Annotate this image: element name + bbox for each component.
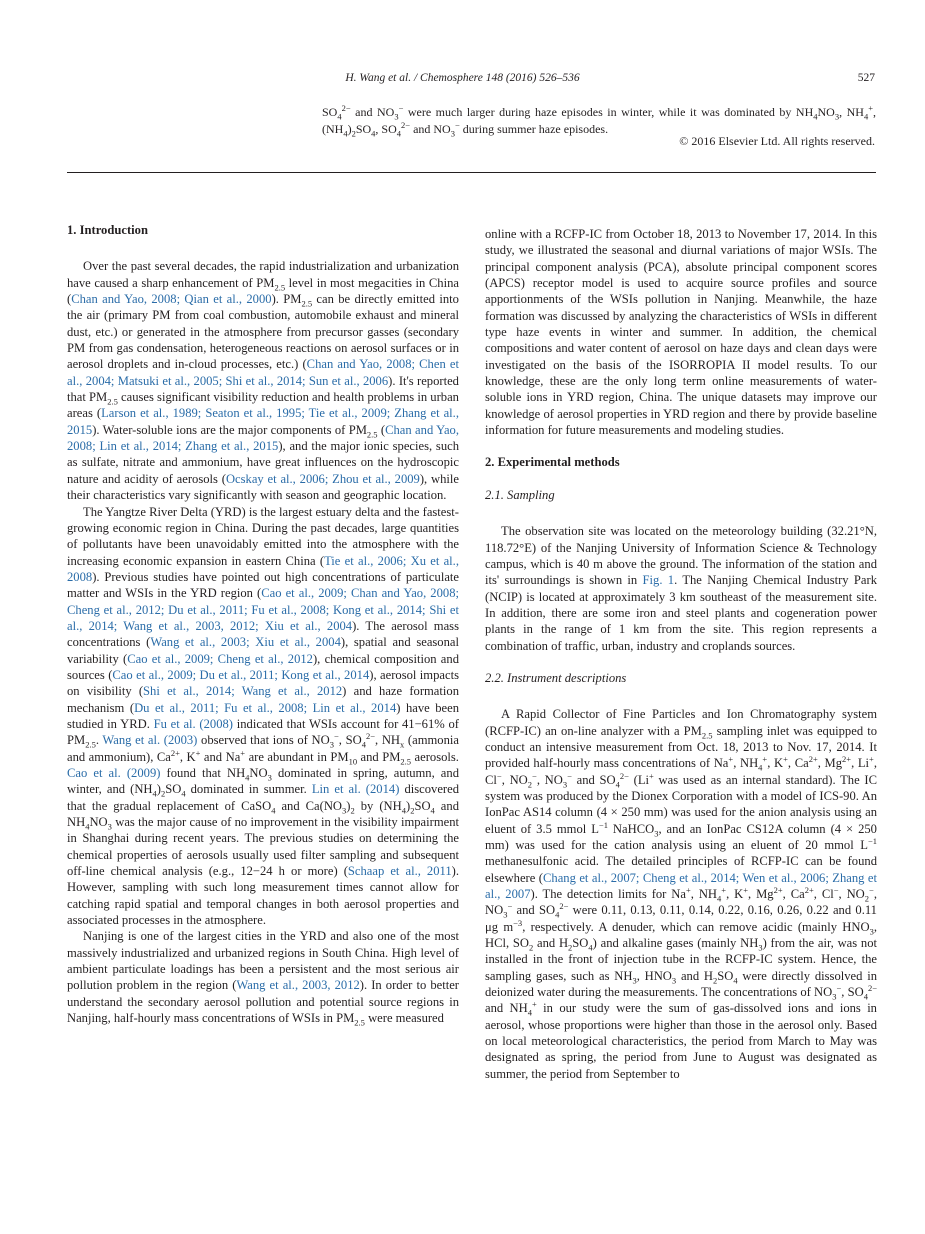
- citation-link[interactable]: Cao et al., 2009; Cheng et al., 2012: [127, 651, 313, 666]
- methods-heading: 2. Experimental methods: [485, 455, 620, 470]
- citation-link[interactable]: Tie et al., 2006; Xu et al., 2008: [67, 553, 459, 584]
- citation-link[interactable]: Larson et al., 1989; Seaton et al., 1995; Tie et al., 2009; Zhang et al., 2015: [67, 406, 459, 437]
- divider: [67, 172, 876, 173]
- citation-link[interactable]: Fu et al. (2008): [153, 716, 233, 731]
- instrument-paragraph: A Rapid Collector of Fine Particles and Ion Chromatography system (RCFP-IC) an on-line analyzer with a $PM_{2.5}$ sampling inlet was equipped to conduct an intensive measurement from Oct. 18, 2013 to Nov. 17, 2014. It provided half-hourly mass concentrations of Na+, $NH_4^+$, K+, $Ca^{2+}$, $Mg^{2+}$, Li+, Cl−, $NO_2^-$, $NO_3^-$ and $SO_4^{2-}$ (Li+ was used as an internal standard). The IC system was produced by the Dionex Corporation with a model of ICS-90. An IonPac AS14 column (4 × 250 mm) was used for the anion analysis using an eluent of 3.5 mmol $L^{-1}$ NaHCO$_3$, and an IonPac CS12A column (4 × 250 mm) was used for the cation analysis using an eluent of 20 mmol $L^{-1}$ methanesulfonic acid. The detailed principles of RCFP-IC can be found elsewhere (Chang et al., 2007; Cheng et al., 2014; Wen et al., 2006; Zhang et al., 2007). The detection limits for Na+, $NH_4^+$, K+, $Mg^{2+}$, $Ca^{2+}$, Cl−, $NO_2^-$, $NO_3^-$ and $SO_4^{2-}$ were 0.11, 0.13, 0.11, 0.14, 0.22, 0.16, 0.26, 0.22 and 0.11 μg $m^{-3}$, respectively. A denuder, which can remove acidic (mainly $HNO_3$, HCl, $SO_2$ and $H_2SO_4$) and alkaline gases (mainly $NH_3$) from the air, was not installed in the front of injection tube in the RCFP-IC system. Hence, the sampling gases, such as $NH_3$, $HNO_3$ and $H_2SO_4$ were directly dissolved in deionized water during the measurements. The concentrations of $NO_3^-$, $SO_4^{2-}$ and $NH_4^+$ in our study were the sum of gas-dissolved ions and ions in aerosol, whose proportions were higher than those in the aerosol only. Based on local meteorological characteristics, the period from March to May was designated as spring, the period from June to August was designated as summer, the period from September to: [485, 707, 877, 1081]
- intro-paragraph-3: Nanjing is one of the largest cities in the YRD and also one of the most massively industrialized and urbanized regions in South China. High level of ambient particulate loadings has been a persistent and the most serious air pollution problem in the region (Wang et al., 2003, 2012). In order to better understand the secondary aerosol pollution and potential source regions in Nanjing, half-hourly mass concentrations of WSIs in $PM_{2.5}$ were measured: [67, 929, 459, 1028]
- citation-link[interactable]: Cao et al., 2009; Du et al., 2011; Kong et al., 2014: [112, 667, 370, 682]
- citation-link[interactable]: Wang et al., 2003, 2012: [236, 978, 360, 993]
- right-column: [485, 226, 877, 1082]
- intro-paragraph-1: Over the past several decades, the rapid industrialization and urbanization have caused a sharp enhancement of $PM_{2.5}$ level in most megacities in China (Chan and Yao, 2008; Qian et al., 2000). $PM_{2.5}$ can be directly emitted into the air (primary PM from coal combustion, automobile exhaust and mineral dust, etc.) or generated in the atmosphere from precursor gasses (secondary PM from gas condensation, heterogeneous reactions on aerosol surfaces or in aerosol droplets and in-cloud processes, etc.) (Chan and Yao, 2008; Chen et al., 2004; Matsuki et al., 2005; Shi et al., 2014; Sun et al., 2006). It's reported that $PM_{2.5}$ causes significant visibility reduction and health problems in urban areas (Larson et al., 1989; Seaton et al., 1995; Tie et al., 2009; Zhang et al., 2015). Water-soluble ions are the major components of $PM_{2.5}$ (Chan and Yao, 2008; Lin et al., 2014; Zhang et al., 2015), and the major ionic species, such as sulfate, nitrate and ammonium, have great influences on the hydroscopic nature and acidity of aerosols (Ocskay et al., 2006; Zhou et al., 2009), while their characteristics vary significantly with season and geographic location.: [67, 259, 460, 503]
- citation-link[interactable]: Chan and Yao, 2008; Chen et al., 2004; Matsuki et al., 2005; Shi et al., 2014; Sun et al., 2006: [67, 357, 459, 388]
- citation-link[interactable]: Ocskay et al., 2006; Zhou et al., 2009: [225, 471, 420, 486]
- citation-link[interactable]: Schaap et al., 2011: [347, 864, 452, 879]
- citation-link[interactable]: Shi et al., 2014; Wang et al., 2012: [143, 684, 343, 699]
- copyright: © 2016 Elsevier Ltd. All rights reserved.: [679, 134, 875, 148]
- intro-paragraph-2: The Yangtze River Delta (YRD) is the largest estuary delta and the fastest-growing economic region in China. During the past decades, large quantities of pollutants have been unavoidably emitted into the atmosphere with the increasing economic expansion in eastern China (Tie et al., 2006; Xu et al., 2008). Previous studies have pointed out high concentrations of particulate matter and WSIs in the YRD region (Cao et al., 2009; Chan and Yao, 2008; Cheng et al., 2012; Du et al., 2011; Fu et al., 2008; Kong et al., 2014; Shi et al., 2014; Wang et al., 2003, 2012; Xiu et al., 2004). The aerosol mass concentrations (Wang et al., 2003; Xiu et al., 2004), spatial and seasonal variability (Cao et al., 2009; Cheng et al., 2012), chemical composition and sources (Cao et al., 2009; Du et al., 2011; Kong et al., 2014), aerosol impacts on visibility (Shi et al., 2014; Wang et al., 2012) and haze formation mechanism (Du et al., 2011; Fu et al., 2008; Lin et al., 2014) have been studied in YRD. Fu et al. (2008) indicated that WSIs account for 41−61% of $PM_{2.5}$. Wang et al. (2003) observed that ions of $NO_3^-$, $SO_4^{2-}$, $NH_x$ (ammonia and ammonium), $Ca^{2+}$, K+ and Na+ are abundant in $PM_{10}$ and $PM_{2.5}$ aerosols. Cao et al. (2009) found that $NH_4NO_3$ dominated in spring, autumn, and winter, and $(NH_4)_2SO_4$ dominated in summer. Lin et al. (2014) discovered that the gradual replacement of CaSO$_4$ and $Ca(NO_3)_2$ by $(NH_4)_2SO_4$ and $NH_4NO_3$ was the major cause of no improvement in the visibility impairment in Shanghai during recent years. The previous studies on determining the chemical properties of aerosols usually used filter sampling and subsequent off-line chemical analysis (e.g., 12−24 h or more) (Schaap et al., 2011). However, sampling with such long measurement times cannot allow for catching rapid spatial and temporal changes in both aerosol properties and associated processes in the atmosphere.: [67, 504, 460, 928]
- citation-link[interactable]: Wang et al., 2003; Xiu et al., 2004: [150, 635, 341, 650]
- sampling-heading: 2.1. Sampling: [485, 487, 555, 502]
- citation-link[interactable]: Du et al., 2011; Fu et al., 2008; Lin et al., 2014: [134, 700, 397, 715]
- page-number: 527: [857, 72, 875, 84]
- intro-paragraph-3-cont: online with a RCFP-IC from October 18, 2013 to November 17, 2014. In this study, we illustrated the seasonal and diurnal variations of major WSIs. The principal component analysis (PCA), absolute principal component scores (APCS) receptor model is used to acquire source profiles and source apportionments of the WSIs pollution in Nanjing. Meanwhile, the haze formation was discussed by analyzing the characteristics of WSIs in different type haze events in winter and summer. In addition, the chemical compositions and water content of aerosol on haze days and clean days were investigated on the basis of the ISORROPIA II model results. To our knowledge, these are the only long term online measurements of water-soluble ions in YRD region, China. The unique datasets may improve our knowledge of aerosol properties in YRD region and there by provide baseline information for future measurements and modeling studies.: [485, 227, 877, 438]
- citation-link[interactable]: Cao et al., 2009; Chan and Yao, 2008; Cheng et al., 2012; Du et al., 2011; Fu et al., 2008; Kong et al., 2014; Shi et al., 2014; Wang et al., 2003, 2012; Xiu et al., 2004: [67, 586, 459, 633]
- left-column: [67, 222, 459, 1027]
- citation-link[interactable]: Chang et al., 2007; Cheng et al., 2014; Wen et al., 2006; Zhang et al., 2007: [485, 870, 877, 902]
- running-title: H. Wang et al. / Chemosphere 148 (2016) 526–536: [345, 72, 580, 84]
- citation-link[interactable]: Lin et al. (2014): [311, 782, 400, 797]
- sampling-paragraph: The observation site was located on the meteorology building (32.21°N, 118.72°E) of the Nanjing University of Information Science & Technology campus, which is 40 m above the ground. The information of the station and its' surroundings is shown in Fig. 1. The Nanjing Chemical Industry Park (NCIP) is located at approximately 3 km southeast of the measurement site. In addition, there are some iron and steel plants and cogeneration power plants in the range of 1 km from the site. This region represents a combination of traffic, urban, industry and croplands sources.: [485, 524, 877, 653]
- abstract-tail: $SO_4^{2-}$ and $NO_3^-$ were much larger during haze episodes in winter, while it was dominated by $NH_4NO_3$, $NH_4^+$, $(NH_4)_2SO_4$, $SO_4^{2-}$ and $NO_3^-$ during summer haze episodes.: [322, 103, 876, 138]
- citation-link[interactable]: Chan and Yao, 2008; Lin et al., 2014; Zhang et al., 2015: [67, 422, 459, 454]
- citation-link[interactable]: Wang et al. (2003): [102, 733, 198, 748]
- citation-link[interactable]: Cao et al. (2009): [67, 766, 161, 780]
- figure-link[interactable]: Fig. 1: [642, 573, 675, 588]
- citation-link[interactable]: Chan and Yao, 2008; Qian et al., 2000: [71, 292, 272, 307]
- instrument-heading: 2.2. Instrument descriptions: [485, 670, 627, 685]
- intro-heading: 1. Introduction: [67, 223, 148, 237]
